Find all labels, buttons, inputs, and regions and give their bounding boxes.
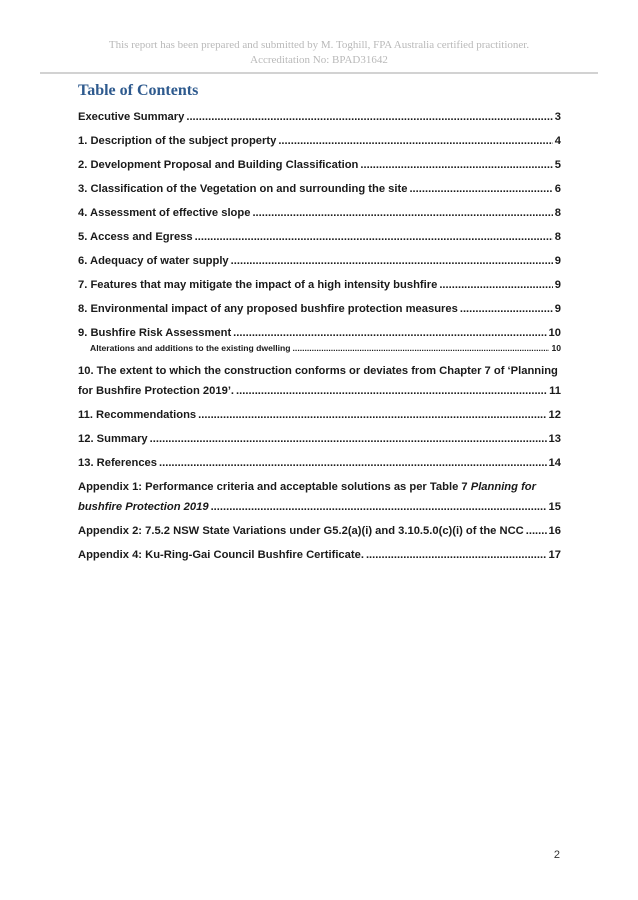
toc-entry-text: 13. References	[78, 457, 157, 469]
dot-leader	[233, 326, 546, 341]
dot-leader	[236, 384, 547, 399]
toc-entry-page: 13	[548, 433, 561, 445]
toc-entry-water-supply[interactable]	[78, 254, 561, 269]
toc-entry-effective-slope[interactable]	[78, 206, 561, 221]
toc-entry-page: 10	[548, 327, 561, 339]
dot-leader	[409, 182, 552, 197]
header-line-2: Accreditation No: BPAD31642	[250, 54, 388, 66]
toc-entry-page: 12	[548, 409, 561, 421]
toc-entry-text: Appendix 2: 7.5.2 NSW State Variations under G5.2(a)(i) and 3.10.5.0(c)(i) of the NCC	[78, 525, 524, 537]
dot-leader	[360, 158, 552, 173]
toc-entry-references[interactable]	[78, 456, 561, 471]
toc-entry-page: 14	[548, 457, 561, 469]
toc-entry-text: 3. Classification of the Vegetation on and surrounding the site	[78, 183, 408, 195]
toc-entry-text: 7. Features that may mitigate the impact of a high intensity bushfire	[78, 279, 438, 291]
toc-entry-text: 2. Development Proposal and Building Classification	[78, 159, 359, 171]
dot-leader	[186, 110, 552, 125]
toc-entry-page: 5	[554, 159, 561, 171]
toc-entry-page: 3	[554, 111, 561, 123]
page-number: 2	[553, 849, 560, 861]
table-of-contents	[78, 110, 561, 572]
toc-entry-text: 5. Access and Egress	[78, 231, 193, 243]
toc-entry-text-line-2: bushfire Protection 2019	[78, 501, 209, 513]
toc-entry-page: 15	[548, 501, 561, 513]
toc-entry-text-line-1: 10. The extent to which the construction conforms or deviates from Chapter 7 of ‘Planning	[78, 365, 558, 377]
dot-leader	[231, 254, 553, 269]
toc-entry-text: 8. Environmental impact of any proposed bushfire protection measures	[78, 303, 458, 315]
toc-entry-mitigating-features[interactable]	[78, 278, 561, 293]
toc-entry-text: 1. Description of the subject property	[78, 135, 277, 147]
toc-entry-page: 4	[554, 135, 561, 147]
toc-entry-text: Executive Summary	[78, 111, 185, 123]
toc-entry-environmental-impact[interactable]	[78, 302, 561, 317]
toc-entry-access-egress[interactable]	[78, 230, 561, 245]
toc-entry-recommendations[interactable]	[78, 408, 561, 423]
toc-entry-text-italic: Planning for	[470, 481, 536, 493]
toc-entry-page: 10	[551, 343, 561, 353]
dot-leader	[150, 432, 547, 447]
dot-leader	[460, 302, 553, 317]
toc-entry-executive-summary[interactable]	[78, 110, 561, 125]
dot-leader	[293, 343, 550, 354]
toc-entry-text: 6. Adequacy of water supply	[78, 255, 229, 267]
dot-leader	[366, 548, 547, 563]
toc-entry-text-plain: Appendix 1: Performance criteria and acceptable solutions as per Table 7	[78, 481, 471, 493]
toc-subentry-alterations[interactable]	[90, 343, 561, 354]
toc-entry-text: 12. Summary	[78, 433, 148, 445]
toc-entry-page: 16	[548, 525, 561, 537]
toc-entry-development-proposal[interactable]	[78, 158, 561, 173]
dot-leader	[159, 456, 547, 471]
toc-entry-appendix-2[interactable]	[78, 524, 561, 539]
dot-leader	[211, 500, 547, 515]
toc-entry-text: 11. Recommendations	[78, 409, 197, 421]
toc-entry-page: 17	[548, 549, 561, 561]
toc-entry-appendix-4[interactable]	[78, 548, 561, 563]
toc-entry-page: 9	[554, 255, 561, 267]
toc-entry-vegetation[interactable]	[78, 182, 561, 197]
toc-entry-text-line-1	[78, 480, 561, 495]
toc-entry-page: 9	[554, 303, 561, 315]
toc-entry-page: 8	[554, 231, 561, 243]
toc-entry-page: 6	[554, 183, 561, 195]
toc-entry-summary[interactable]	[78, 432, 561, 447]
toc-entry-construction-conformity[interactable]	[78, 364, 561, 399]
toc-entry-risk-assessment[interactable]	[78, 326, 561, 341]
toc-entry-page: 11	[549, 385, 561, 397]
dot-leader	[439, 278, 552, 293]
dot-leader	[526, 524, 547, 539]
toc-entry-appendix-1[interactable]	[78, 480, 561, 515]
toc-entry-text: 4. Assessment of effective slope	[78, 207, 251, 219]
dot-leader	[195, 230, 553, 245]
toc-entry-text: Appendix 4: Ku-Ring-Gai Council Bushfire Certificate.	[78, 549, 364, 561]
dot-leader	[198, 408, 546, 423]
toc-title: Table of Contents	[78, 82, 199, 99]
toc-entry-page: 8	[554, 207, 561, 219]
dot-leader	[252, 206, 552, 221]
page-header	[40, 38, 598, 74]
toc-entry-text: 9. Bushfire Risk Assessment	[78, 327, 232, 339]
dot-leader	[278, 134, 552, 149]
toc-entry-description[interactable]	[78, 134, 561, 149]
toc-entry-page: 9	[554, 279, 561, 291]
header-line-1: This report has been prepared and submitted by M. Toghill, FPA Australia certified practitioner.	[108, 39, 530, 51]
toc-entry-text: Alterations and additions to the existing dwelling	[90, 343, 291, 353]
toc-entry-text-line-2: for Bushfire Protection 2019’.	[78, 385, 235, 397]
